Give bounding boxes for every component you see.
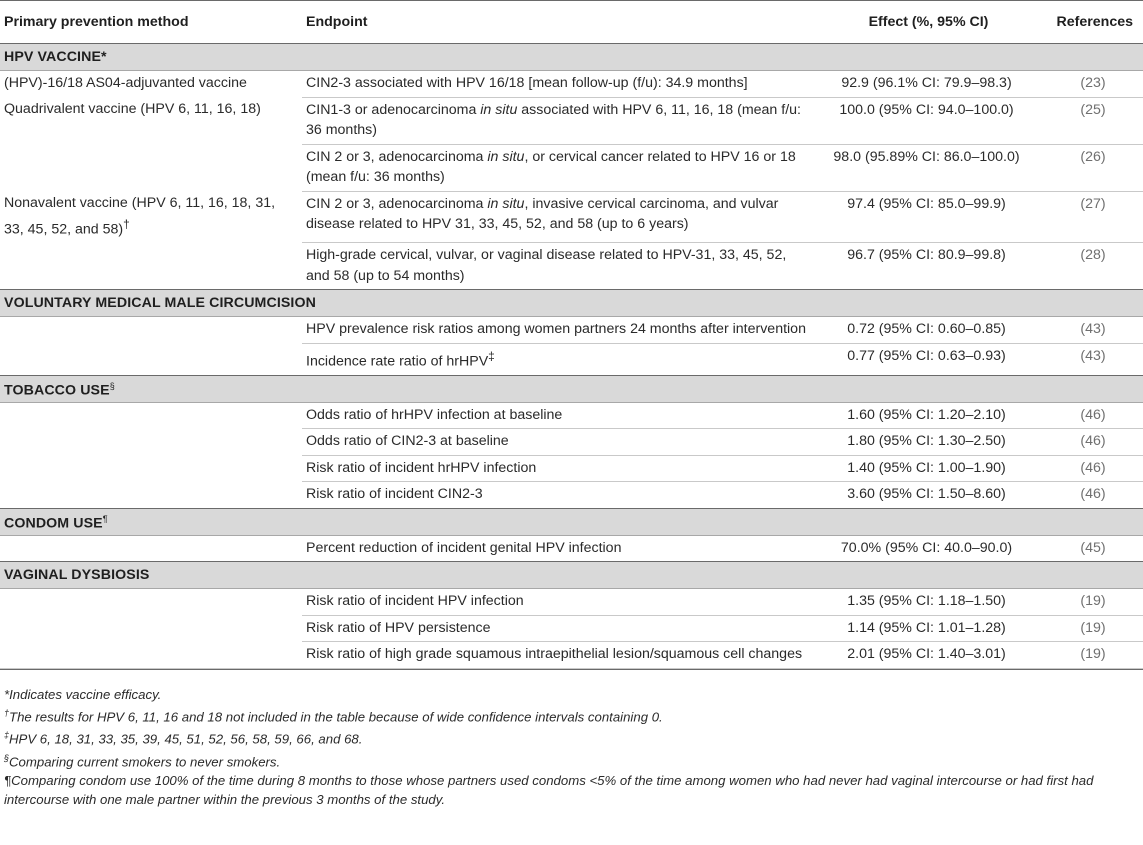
section-title: HPV VACCINE* — [0, 44, 1143, 71]
effect-cell: 0.72 (95% CI: 0.60–0.85) — [814, 317, 1043, 344]
effect-cell: 98.0 (95.89% CI: 86.0–100.0) — [814, 144, 1043, 191]
endpoint-cell: Risk ratio of incident HPV infection — [302, 589, 814, 616]
reference-cell: (43) — [1043, 343, 1143, 375]
effect-cell: 1.80 (95% CI: 1.30–2.50) — [814, 429, 1043, 456]
header-effect: Effect (%, 95% CI) — [814, 1, 1043, 44]
method-cell — [0, 535, 302, 562]
reference-cell: (19) — [1043, 589, 1143, 616]
header-method: Primary prevention method — [0, 1, 302, 44]
method-cell: Nonavalent vaccine (HPV 6, 11, 16, 18, 31, 33, 45, 52, and 58)† — [4, 195, 276, 238]
effect-cell: 0.77 (95% CI: 0.63–0.93) — [814, 343, 1043, 375]
footnote-section: §Comparing current smokers to never smokers. — [4, 752, 281, 770]
table-row — [0, 429, 1143, 456]
endpoint-cell: HPV prevalence risk ratios among women partners 24 months after intervention — [302, 317, 814, 344]
reference-cell: (19) — [1043, 642, 1143, 669]
table-row — [0, 535, 1143, 562]
method-cell — [0, 455, 302, 482]
method-cell — [0, 589, 302, 616]
method-cell: Quadrivalent vaccine (HPV 6, 11, 16, 18) — [4, 101, 261, 117]
effect-cell: 96.7 (95% CI: 80.9–99.8) — [814, 243, 1043, 290]
footnote-spacer — [4, 677, 1143, 685]
endpoint-cell: Odds ratio of CIN2-3 at baseline — [302, 429, 814, 456]
effect-cell: 1.35 (95% CI: 1.18–1.50) — [814, 589, 1043, 616]
reference-cell: (45) — [1043, 535, 1143, 562]
section-title: VOLUNTARY MEDICAL MALE CIRCUMCISION — [0, 290, 1143, 317]
effect-cell: 1.60 (95% CI: 1.20–2.10) — [814, 402, 1043, 429]
method-cell — [0, 402, 302, 429]
footnote-double-dagger: ‡HPV 6, 18, 31, 33, 35, 39, 45, 51, 52, 56, 58, 59, 66, and 68. — [4, 730, 363, 747]
table-row — [0, 455, 1143, 482]
table-row — [0, 317, 1143, 344]
method-cell — [0, 317, 302, 344]
reference-cell: (46) — [1043, 482, 1143, 509]
endpoint-cell: CIN 2 or 3, adenocarcinoma in situ, invasive cervical carcinoma, and vulvar disease related to HPV 31, 33, 45, 52, and 58 (up to 6 years) — [302, 191, 814, 243]
reference-cell: (43) — [1043, 317, 1143, 344]
table-footnotes — [0, 669, 1143, 809]
section-title: CONDOM USE¶ — [0, 508, 1143, 535]
section-hpv-vaccine — [0, 44, 1143, 71]
method-cell — [0, 482, 302, 509]
effect-cell: 3.60 (95% CI: 1.50–8.60) — [814, 482, 1043, 509]
table-row — [0, 191, 1143, 243]
table-row — [0, 615, 1143, 642]
endpoint-cell: CIN1-3 or adenocarcinoma in situ associated with HPV 6, 11, 16, 18 (mean f/u: 36 months) — [302, 97, 814, 144]
reference-cell: (26) — [1043, 144, 1143, 191]
effect-cell: 97.4 (95% CI: 85.0–99.9) — [814, 191, 1043, 243]
reference-cell: (23) — [1043, 71, 1143, 98]
method-cell — [0, 343, 302, 375]
table-row — [0, 482, 1143, 509]
section-circumcision — [0, 290, 1143, 317]
reference-cell: (46) — [1043, 402, 1143, 429]
reference-cell: (19) — [1043, 615, 1143, 642]
header-row — [0, 1, 1143, 44]
endpoint-cell: Risk ratio of incident CIN2-3 — [302, 482, 814, 509]
table-row — [0, 97, 1143, 144]
endpoint-cell: High-grade cervical, vulvar, or vaginal disease related to HPV-31, 33, 45, 52, and 58 (up to 54 months) — [302, 243, 814, 290]
endpoint-cell: Risk ratio of HPV persistence — [302, 615, 814, 642]
endpoint-cell: Risk ratio of high grade squamous intraepithelial lesion/squamous cell changes — [302, 642, 814, 669]
table-row — [0, 243, 1143, 290]
footnote-pilcrow: ¶Comparing condom use 100% of the time during 8 months to those whose partners used condoms <5% of the time among women who had never had vaginal intercourse or had first had intercourse with one male partner within the previous 3 months of the study. — [4, 773, 1094, 808]
table-row — [0, 589, 1143, 616]
footnote-vaccine-efficacy: *Indicates vaccine efficacy. — [4, 686, 162, 702]
endpoint-cell: Risk ratio of incident hrHPV infection — [302, 455, 814, 482]
method-cell — [0, 243, 302, 290]
section-vaginal-dysbiosis — [0, 562, 1143, 589]
section-title: TOBACCO USE§ — [0, 375, 1143, 402]
effect-cell: 100.0 (95% CI: 94.0–100.0) — [814, 97, 1043, 144]
reference-cell: (28) — [1043, 243, 1143, 290]
section-title: VAGINAL DYSBIOSIS — [0, 562, 1143, 589]
reference-cell: (46) — [1043, 429, 1143, 456]
effect-cell: 70.0% (95% CI: 40.0–90.0) — [814, 535, 1043, 562]
effect-cell: 1.14 (95% CI: 1.01–1.28) — [814, 615, 1043, 642]
method-cell — [0, 615, 302, 642]
endpoint-cell: Incidence rate ratio of hrHPV‡ — [302, 343, 814, 375]
section-condom-use — [0, 508, 1143, 535]
effect-cell: 2.01 (95% CI: 1.40–3.01) — [814, 642, 1043, 669]
reference-cell: (27) — [1043, 191, 1143, 243]
table-row — [0, 402, 1143, 429]
method-cell — [0, 144, 302, 191]
table-row — [0, 642, 1143, 669]
endpoint-cell: CIN 2 or 3, adenocarcinoma in situ, or cervical cancer related to HPV 16 or 18 (mean f/u: 36 months) — [302, 144, 814, 191]
endpoint-cell: Odds ratio of hrHPV infection at baseline — [302, 402, 814, 429]
method-cell — [0, 642, 302, 669]
header-references: References — [1043, 1, 1143, 44]
header-endpoint: Endpoint — [302, 1, 814, 44]
endpoint-cell: CIN2-3 associated with HPV 16/18 [mean follow-up (f/u): 34.9 months] — [302, 71, 814, 98]
effect-cell: 1.40 (95% CI: 1.00–1.90) — [814, 455, 1043, 482]
table-row — [0, 144, 1143, 191]
reference-cell: (46) — [1043, 455, 1143, 482]
table-row — [0, 343, 1143, 375]
effect-cell: 92.9 (96.1% CI: 79.9–98.3) — [814, 71, 1043, 98]
method-cell: (HPV)-16/18 AS04-adjuvanted vaccine — [4, 75, 247, 91]
method-cell — [0, 429, 302, 456]
footnote-dagger: †The results for HPV 6, 11, 16 and 18 not included in the table because of wide confidence intervals containing 0. — [4, 707, 663, 725]
section-tobacco-use — [0, 375, 1143, 402]
reference-cell: (25) — [1043, 97, 1143, 144]
table-row — [0, 71, 1143, 98]
endpoint-cell: Percent reduction of incident genital HPV infection — [302, 535, 814, 562]
